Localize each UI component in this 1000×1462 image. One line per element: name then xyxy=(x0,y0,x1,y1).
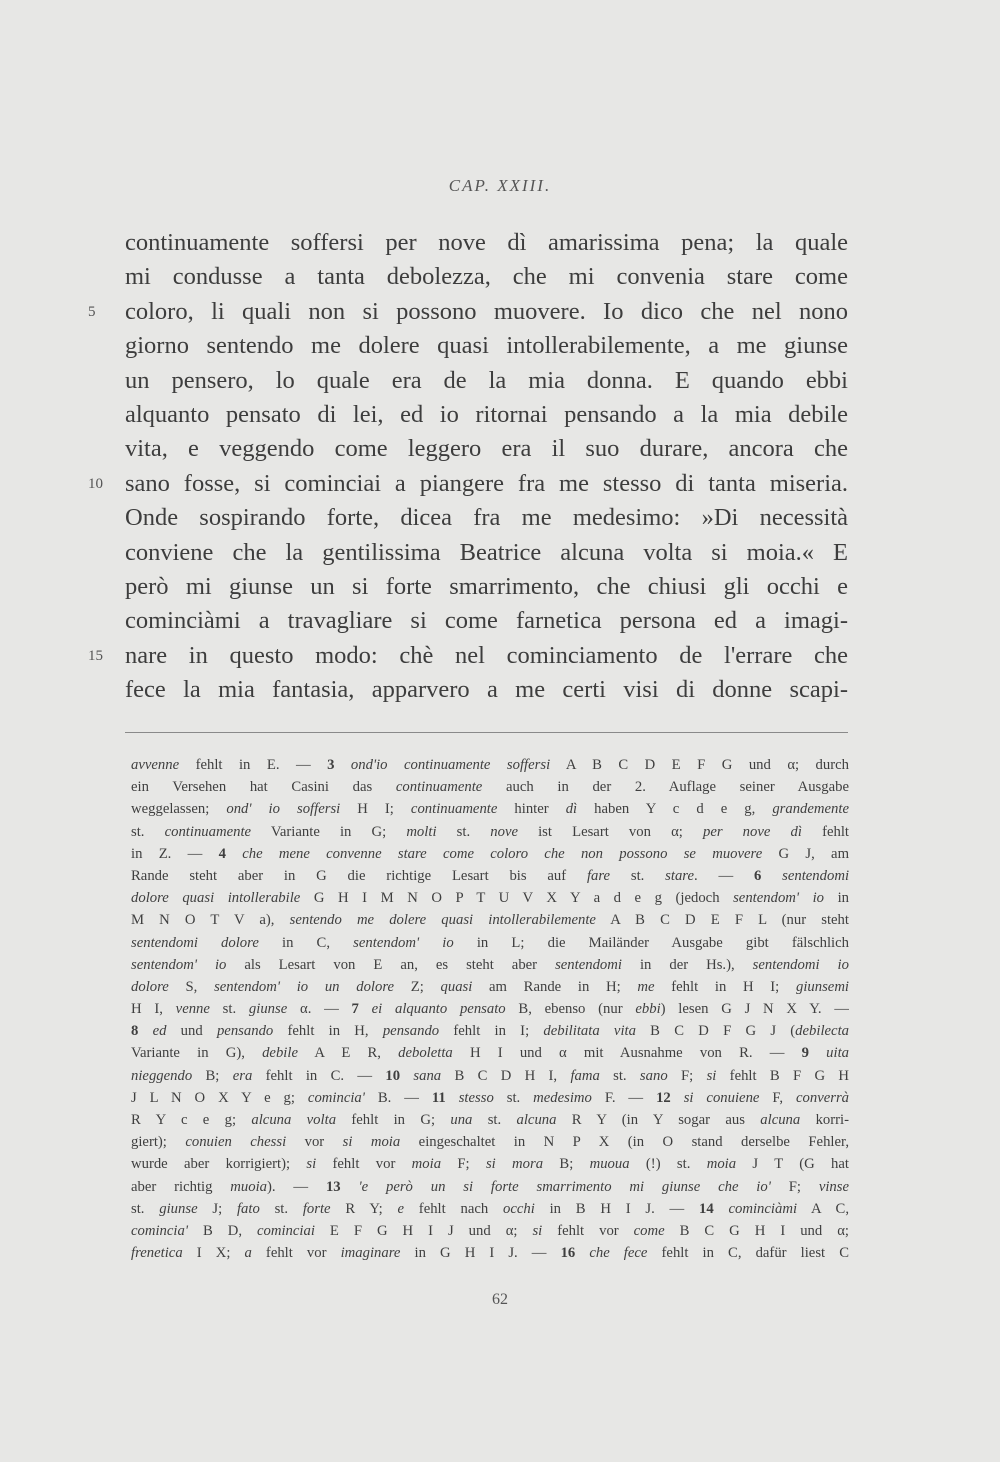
text-line-content: però mi giunse un si forte smarrimento, che chiusi gli occhi e xyxy=(125,572,848,600)
variant-reading: venne xyxy=(175,1001,210,1018)
footnote-line xyxy=(131,1109,849,1131)
line-reference: 12 xyxy=(656,1089,671,1106)
text-line xyxy=(88,467,848,501)
footnote-text: in xyxy=(824,890,849,907)
footnote-text: fehlt B F G H xyxy=(716,1067,849,1084)
footnote-line xyxy=(131,998,849,1020)
variant-reading: nieggendo xyxy=(131,1067,193,1084)
footnote-text xyxy=(226,846,242,862)
variant-reading: forte xyxy=(302,1200,331,1217)
footnote-text xyxy=(359,1001,372,1017)
footnote-text: st. xyxy=(493,1089,534,1106)
variant-reading: a xyxy=(244,1245,252,1262)
variant-reading: muoua xyxy=(589,1156,630,1173)
main-text-block xyxy=(88,226,848,707)
text-line-content: coloro, li quali non si possono muovere. Io dico che nel nono xyxy=(125,297,848,325)
footnote-text: giert); xyxy=(131,1134,186,1151)
footnote-text xyxy=(575,1245,589,1261)
footnote-text: F; xyxy=(770,1178,819,1195)
footnote-text xyxy=(446,1090,459,1106)
footnote-text: st. xyxy=(599,1067,640,1084)
variant-reading: comincia' xyxy=(307,1089,365,1106)
footnote-text: weggelassen; xyxy=(131,801,227,818)
footnote-text: R Y; xyxy=(330,1200,398,1217)
text-line xyxy=(125,673,848,707)
footnote-text: R Y c e g; xyxy=(131,1112,252,1128)
footnote-text: st. xyxy=(209,1001,249,1018)
variant-reading: stesso xyxy=(458,1089,494,1106)
footnote-text: ) lesen G J N X Y. — xyxy=(660,1001,849,1018)
text-line-content: mi condusse a tanta debolezza, che mi convenia stare come xyxy=(125,263,848,291)
footnote-text: fehlt vor xyxy=(251,1245,341,1262)
footnote-line xyxy=(131,1176,849,1198)
variant-reading: si moia xyxy=(342,1134,401,1151)
footnote-text: als Lesart von E an, es steht aber xyxy=(226,956,556,973)
footnote-text: in Z. — xyxy=(131,845,219,862)
text-line-content: fece la mia fantasia, apparvero a me certi visi di donne scapi- xyxy=(125,676,848,704)
variant-reading: debilecta xyxy=(795,1023,849,1040)
footnote-text: ist Lesart von α; xyxy=(517,823,703,840)
footnote-text: in L; die Mailänder Ausgabe gibt fälschlich xyxy=(453,934,849,951)
footnote-line xyxy=(131,1131,849,1153)
footnote-text: B; xyxy=(192,1067,233,1084)
text-line xyxy=(125,501,848,535)
variant-reading: conuien chessi xyxy=(185,1134,287,1151)
footnote-text: in C, xyxy=(258,934,354,951)
variant-reading: si conuiene xyxy=(683,1089,760,1106)
variant-reading: ebbi xyxy=(635,1001,661,1018)
footnote-text xyxy=(400,1068,413,1084)
line-reference: 7 xyxy=(351,1001,359,1018)
footnote-line xyxy=(131,865,849,887)
footnote-text: B D, xyxy=(187,1222,257,1239)
variant-reading: ed xyxy=(152,1023,167,1040)
footnote-text: vor xyxy=(286,1134,343,1151)
footnote-text: J L N O X Y e g; xyxy=(131,1089,308,1106)
variant-reading: continuamente xyxy=(164,823,252,840)
variant-reading: nove xyxy=(490,823,518,840)
line-reference: 16 xyxy=(560,1245,576,1262)
text-line xyxy=(88,639,848,673)
text-line xyxy=(125,260,848,294)
footnote-text: eingeschaltet in N P X (in O stand derselbe Fehler, xyxy=(400,1134,849,1151)
variant-reading: muoia xyxy=(230,1178,268,1195)
variant-reading: molti xyxy=(406,823,437,840)
footnote-line xyxy=(131,954,849,976)
footnote-text: F, xyxy=(759,1089,796,1106)
variant-reading: e xyxy=(397,1200,405,1217)
variant-reading: giunsemi xyxy=(795,978,849,995)
footnote-text: st. xyxy=(472,1112,517,1128)
line-reference: 9 xyxy=(801,1045,809,1062)
footnote-text: fehlt vor xyxy=(542,1222,634,1239)
text-line xyxy=(125,536,848,570)
variant-reading: sentendom' io un dolore xyxy=(214,978,395,995)
variant-reading: stare xyxy=(665,867,694,884)
variant-reading: alcuna volta xyxy=(251,1112,337,1128)
text-line-content: giorno sentendo me dolere quasi intollerabilemente, a me giunse xyxy=(125,332,848,360)
running-head: CAP. XXIII. xyxy=(448,176,552,195)
text-line xyxy=(125,604,848,638)
footnote-text: und xyxy=(166,1023,217,1040)
text-line xyxy=(125,570,848,604)
footnote-line xyxy=(131,976,849,998)
variant-reading: sentendomi io xyxy=(752,956,849,973)
footnote-text: B C G H I und α; xyxy=(664,1222,849,1239)
footnote-text: H I; xyxy=(340,801,411,818)
footnote-text: auch in der 2. Auflage seiner Ausgabe xyxy=(482,779,849,796)
footnote-line xyxy=(131,1198,849,1220)
footnote-text: B. — xyxy=(364,1089,432,1106)
variant-reading: imaginare xyxy=(340,1245,401,1262)
variant-reading: me xyxy=(637,978,655,995)
variant-reading: si mora xyxy=(485,1156,544,1173)
variant-reading: per nove dì xyxy=(702,823,802,840)
line-reference: 6 xyxy=(753,867,762,884)
variant-reading: ei alquanto pensato xyxy=(371,1001,506,1018)
footnote-text: α. — xyxy=(287,1001,352,1018)
line-number: 5 xyxy=(88,303,96,320)
footnote-text: B, ebenso (nur xyxy=(505,1001,636,1018)
text-line-content: un pensero, lo quale era de la mia donna. E quando ebbi xyxy=(125,366,848,394)
variant-reading: giunse xyxy=(248,1001,288,1018)
variant-reading: grandemente xyxy=(772,801,849,818)
footnote-line xyxy=(131,1242,849,1264)
footnote-text: st. xyxy=(610,867,666,884)
footnote-text: Variante in G), xyxy=(131,1045,263,1062)
footnote-text: am Rande in H; xyxy=(472,978,638,995)
footnote-line xyxy=(131,1042,849,1064)
variant-reading: ond' io soffersi xyxy=(226,801,341,818)
footnote-text: wurde aber korrigiert); xyxy=(131,1156,307,1173)
footnote-text: aber richtig xyxy=(131,1178,231,1195)
footnote-text: F; xyxy=(441,1156,486,1173)
variant-reading: vinse xyxy=(818,1178,849,1195)
footnote-text: B; xyxy=(543,1156,590,1173)
footnote-text: st. xyxy=(131,823,165,840)
footnote-text: A E R, xyxy=(297,1045,399,1062)
footnote-text: st. xyxy=(131,1200,160,1217)
footnote-text: ein Versehen hat Casini das xyxy=(131,779,396,796)
text-line xyxy=(125,329,848,363)
footnote-text: F; xyxy=(667,1067,707,1084)
footnote-text: in B H I J. — xyxy=(534,1200,700,1217)
footnote-text xyxy=(341,1179,359,1195)
variant-reading: frenetica xyxy=(131,1245,183,1262)
variant-reading: dolore quasi intollerabile xyxy=(131,890,301,907)
footnote-text: S, xyxy=(168,978,215,995)
variant-reading: alcuna xyxy=(760,1112,801,1128)
variant-reading: si xyxy=(706,1067,717,1084)
footnote-text: fehlt in C. — xyxy=(252,1067,386,1084)
footnote-text: A B C D E F L (nur steht xyxy=(595,912,849,929)
footnote-line xyxy=(131,932,849,954)
variant-reading: debile xyxy=(262,1045,298,1062)
footnote-text xyxy=(334,757,350,773)
footnote-text: B C D F G J ( xyxy=(635,1023,796,1040)
footnote-text: (!) st. xyxy=(629,1156,707,1173)
variant-reading: moia xyxy=(411,1156,442,1173)
footnote-text: G J, am xyxy=(762,845,849,862)
text-line-content: vita, e veggendo come leggero era il suo durare, ancora che xyxy=(125,435,848,463)
footnote-text: in G H I J. — xyxy=(400,1245,561,1262)
variant-reading: fato xyxy=(236,1200,260,1217)
variant-reading: sano xyxy=(639,1067,668,1084)
variant-reading: quasi xyxy=(440,978,473,995)
variant-reading: cominciai xyxy=(256,1222,315,1239)
footnote-text: fehlt in I; xyxy=(439,1023,544,1040)
footnote-rule xyxy=(125,732,848,733)
footnote-line xyxy=(131,843,849,865)
footnote-text: in der Hs.), xyxy=(621,956,753,973)
text-line-content: Onde sospirando forte, dicea fra me medesimo: »Di necessità xyxy=(125,504,848,532)
text-line-content: alquanto pensato di lei, ed io ritornai pensando a la mia debile xyxy=(125,400,848,428)
footnote-text: Rande steht aber in G die richtige Lesart bis auf xyxy=(131,867,587,884)
footnote-text: st. xyxy=(436,823,491,840)
text-line xyxy=(125,398,848,432)
footnote-text: R Y (in Y sogar aus xyxy=(556,1112,761,1128)
footnote-text: korri- xyxy=(800,1112,849,1128)
footnote-line xyxy=(131,754,849,776)
footnote-line xyxy=(131,821,849,843)
text-line xyxy=(125,226,848,260)
variant-reading: cominciàmi xyxy=(728,1200,798,1217)
footnote-text: A C, xyxy=(797,1200,849,1217)
variant-reading: sentendom' io xyxy=(733,890,825,907)
variant-reading: converrà xyxy=(795,1089,849,1106)
text-line xyxy=(125,432,848,466)
footnote-text xyxy=(138,1023,152,1039)
variant-reading: 'e però un si forte smarrimento mi giunse che io' xyxy=(358,1178,771,1195)
footnote-text: fehlt vor xyxy=(316,1156,412,1173)
variant-reading: medesimo xyxy=(533,1089,592,1106)
footnote-line xyxy=(131,1065,849,1087)
text-line xyxy=(125,364,848,398)
footnote-text: J T (G hat xyxy=(736,1156,849,1173)
variant-reading: comincia' xyxy=(131,1222,188,1239)
footnote-text: fehlt in H I; xyxy=(654,978,796,995)
footnote-text: st. xyxy=(259,1200,303,1217)
text-line-content: conviene che la gentilissima Beatrice alcuna volta si moia.« E xyxy=(125,538,848,566)
variant-reading: pensando xyxy=(216,1023,274,1040)
line-reference: 4 xyxy=(218,845,226,862)
line-reference: 11 xyxy=(431,1089,446,1106)
footnote-text: B C D H I, xyxy=(441,1067,571,1084)
footnote-text xyxy=(761,868,782,884)
variant-reading: alcuna xyxy=(516,1112,557,1128)
footnote-text: I X; xyxy=(182,1245,245,1262)
variant-reading: dolore xyxy=(131,978,169,995)
variant-reading: fama xyxy=(570,1067,600,1084)
variant-reading: pensando xyxy=(382,1023,440,1040)
line-reference: 8 xyxy=(131,1023,139,1040)
footnote-text: fehlt in E. — xyxy=(179,757,328,773)
footnote-text: J; xyxy=(197,1200,237,1217)
footnote-text: Z; xyxy=(394,978,441,995)
footnote-text: H I, xyxy=(131,1001,176,1018)
line-number: 10 xyxy=(88,475,103,492)
footnote-text xyxy=(671,1090,684,1106)
variant-reading: moia xyxy=(706,1156,737,1173)
footnote-line xyxy=(131,776,849,798)
variant-reading: ond'io continuamente soffersi xyxy=(350,757,551,773)
variant-reading: fare xyxy=(586,867,611,884)
variant-reading: continuamente xyxy=(410,801,498,818)
variant-reading: si xyxy=(306,1156,317,1173)
variant-reading: che fece xyxy=(589,1245,648,1262)
footnote-text: fehlt xyxy=(801,823,849,840)
line-reference: 3 xyxy=(327,757,335,773)
variant-reading: occhi xyxy=(503,1200,535,1217)
variant-reading: dì xyxy=(565,801,578,818)
text-line-content: sano fosse, si cominciai a piangere fra me stesso di tanta miseria. xyxy=(125,469,848,497)
page-number: 62 xyxy=(492,1291,508,1308)
variant-reading: era xyxy=(232,1067,253,1084)
footnotes-apparatus xyxy=(131,754,849,1264)
variant-reading: come xyxy=(633,1222,665,1239)
footnote-text: fehlt in G; xyxy=(336,1112,451,1128)
footnote-line xyxy=(131,909,849,931)
footnote-text: . — xyxy=(694,867,754,884)
line-reference: 13 xyxy=(325,1178,341,1195)
footnote-line xyxy=(131,798,849,820)
footnote-text: haben Y c d e g, xyxy=(577,801,773,818)
line-number: 15 xyxy=(88,647,103,664)
text-line-content: nare in questo modo: chè nel cominciamento de l'errare che xyxy=(125,641,848,669)
line-reference: 14 xyxy=(699,1200,714,1217)
footnote-line xyxy=(131,1153,849,1175)
variant-reading: deboletta xyxy=(398,1045,453,1062)
variant-reading: sentendo me dolere quasi intollerabilemente xyxy=(289,912,596,929)
footnote-text: G H I M N O P T U V X Y a d e g (jedoch xyxy=(300,890,734,907)
variant-reading: sana xyxy=(413,1067,442,1084)
text-line-content: continuamente soffersi per nove dì amarissima pena; la quale xyxy=(125,229,848,256)
variant-reading: avvenne xyxy=(131,757,180,773)
footnote-line xyxy=(131,1087,849,1109)
variant-reading: sentendomi xyxy=(555,956,622,973)
footnote-text: F. — xyxy=(591,1089,657,1106)
footnote-text: A B C D E F G und α; durch xyxy=(550,757,849,773)
footnote-text: ). — xyxy=(267,1178,326,1195)
text-line-content: cominciàmi a travagliare si come farnetica persona ed a imagi- xyxy=(125,607,848,635)
variant-reading: uita xyxy=(826,1045,849,1062)
variant-reading: continuamente xyxy=(395,779,483,796)
footnote-text: Variante in G; xyxy=(251,823,407,840)
footnote-line xyxy=(131,887,849,909)
footnote-text: E F G H I J und α; xyxy=(314,1222,533,1239)
variant-reading: giunse xyxy=(159,1200,198,1217)
footnote-text: M N O T V a), xyxy=(131,912,290,929)
footnote-text: fehlt nach xyxy=(404,1200,503,1217)
variant-reading: sentendom' io xyxy=(131,956,227,973)
footnote-text xyxy=(809,1045,826,1061)
line-reference: 10 xyxy=(385,1067,401,1084)
footnote-text: hinter xyxy=(497,801,566,818)
variant-reading: che mene convenne stare come coloro che non possono se muovere xyxy=(242,845,763,862)
variant-reading: debilitata vita xyxy=(543,1023,636,1040)
variant-reading: sentendomi dolore xyxy=(131,934,259,951)
footnote-text: fehlt in H, xyxy=(273,1023,383,1040)
footnote-text xyxy=(714,1201,729,1217)
footnote-line xyxy=(131,1220,849,1242)
variant-reading: una xyxy=(450,1112,473,1128)
footnote-text: H I und α mit Ausnahme von R. — xyxy=(452,1045,802,1062)
text-line xyxy=(88,295,848,329)
footnote-line xyxy=(131,1020,849,1042)
variant-reading: sentendomi xyxy=(782,867,849,884)
footnote-text: fehlt in C, dafür liest C xyxy=(647,1245,849,1262)
variant-reading: si xyxy=(532,1222,543,1239)
variant-reading: sentendom' io xyxy=(353,934,454,951)
